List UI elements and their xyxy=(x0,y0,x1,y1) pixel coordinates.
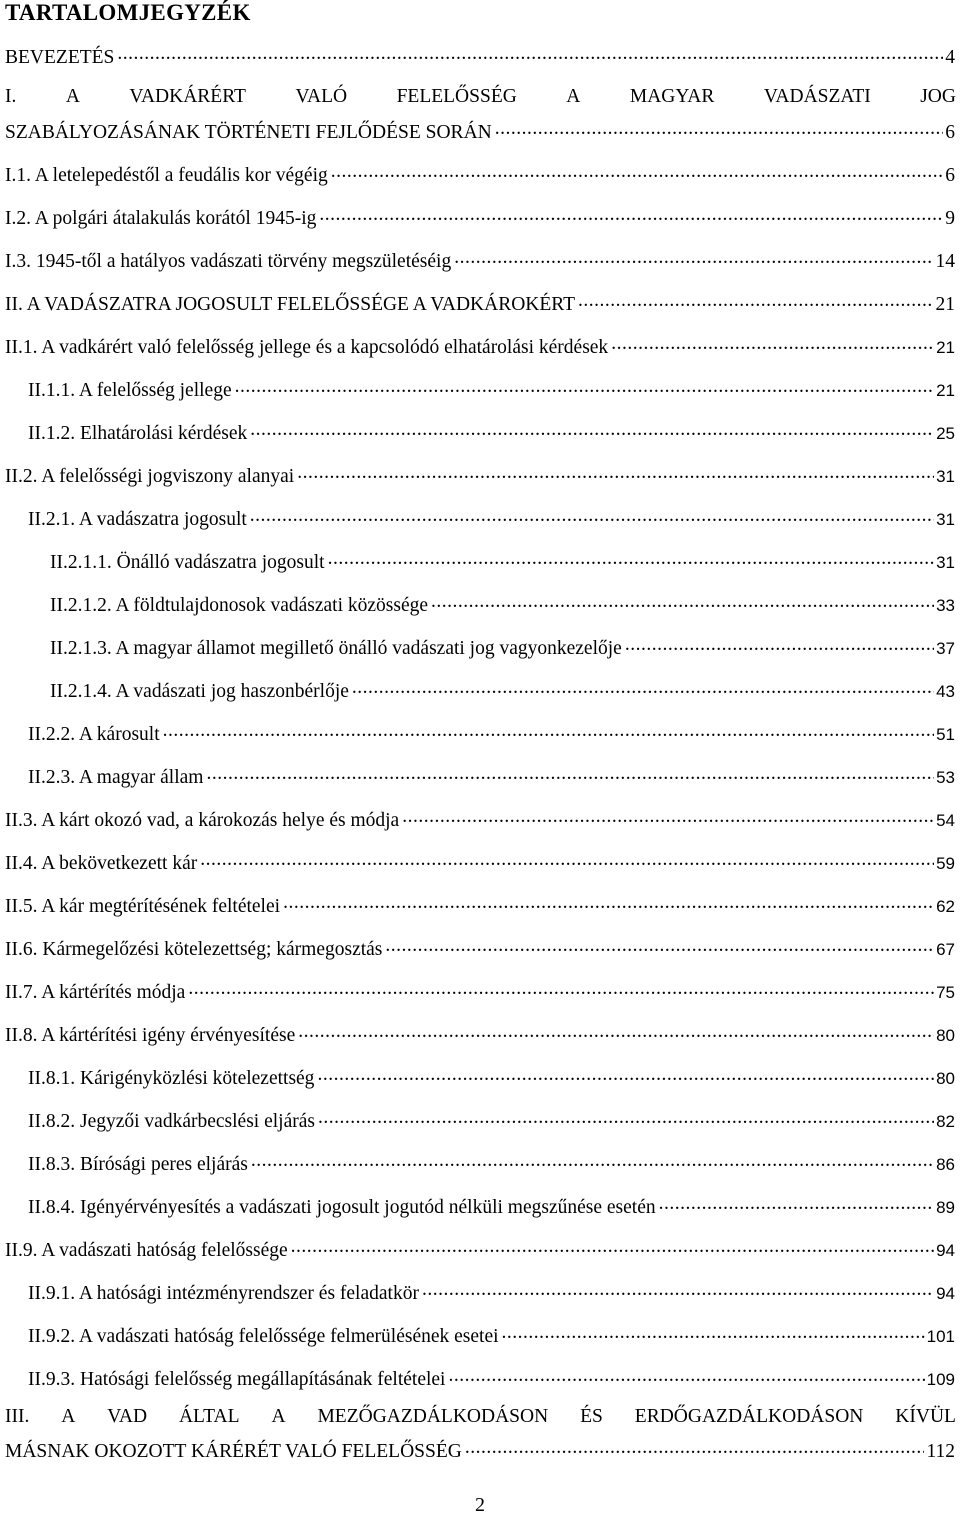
dot-leader xyxy=(163,720,934,740)
toc-entry-label: II.2.3. A magyar állam xyxy=(28,767,204,788)
toc-entry-label: II.2.2. A károsult xyxy=(28,724,160,745)
toc-entry-page: 53 xyxy=(936,768,955,787)
toc-entry-label: II.8.4. Igényérvényesítés a vadászati jogosult jogutód nélküli megszűnése esetén xyxy=(28,1197,656,1218)
toc-entry[interactable] xyxy=(5,43,955,69)
dot-leader xyxy=(611,333,934,353)
dot-leader xyxy=(318,1107,934,1127)
toc-entry-page: 94 xyxy=(936,1241,955,1260)
toc-word: A xyxy=(566,86,581,107)
dot-leader xyxy=(659,1193,934,1213)
toc-entry-page: 75 xyxy=(936,983,955,1002)
toc-entry-page: 25 xyxy=(936,424,955,443)
dot-leader xyxy=(578,290,933,310)
toc-entry[interactable] xyxy=(28,1322,955,1348)
toc-entry-label: II.7. A kártérítés módja xyxy=(5,982,186,1003)
dot-leader xyxy=(352,677,934,697)
dot-leader xyxy=(206,763,934,783)
toc-entry-page: 80 xyxy=(936,1069,955,1088)
toc-entry-page: 80 xyxy=(936,1026,955,1045)
dot-leader xyxy=(250,505,934,525)
toc-entry-label: II. A VADÁSZATRA JOGOSULT FELELŐSSÉGE A VADKÁROKÉRT xyxy=(5,294,576,315)
toc-entry[interactable] xyxy=(50,634,955,660)
toc-entry[interactable] xyxy=(28,1193,955,1219)
toc-entry[interactable] xyxy=(5,806,955,832)
toc-entry[interactable] xyxy=(28,1107,955,1133)
toc-entry-page: 14 xyxy=(935,251,955,272)
toc-word: A xyxy=(271,1406,286,1427)
dot-leader xyxy=(402,806,934,826)
toc-entry-label: II.8.1. Kárigényközlési kötelezettség xyxy=(28,1068,315,1089)
dot-leader xyxy=(454,247,933,267)
toc-entry-page: 43 xyxy=(936,682,955,701)
toc-entry[interactable] xyxy=(5,118,955,144)
toc-entry[interactable] xyxy=(5,1236,955,1262)
toc-entry-label: II.8. A kártérítési igény érvényesítése xyxy=(5,1025,296,1046)
toc-entry[interactable] xyxy=(5,204,955,230)
toc-entry-page: 112 xyxy=(926,1441,955,1462)
toc-entry-page: 82 xyxy=(936,1112,955,1131)
toc-entry[interactable] xyxy=(50,591,955,617)
toc-entry-page: 67 xyxy=(936,940,955,959)
toc-entry-label: II.2.1.4. A vadászati jog haszonbérlője xyxy=(50,681,349,702)
toc-entry-page: 4 xyxy=(945,47,955,68)
toc-entry[interactable] xyxy=(28,1279,955,1305)
toc-entry-label: II.2.1.2. A földtulajdonosok vadászati közössége xyxy=(50,595,429,616)
dot-leader xyxy=(117,43,943,63)
toc-entry-label: II.3. A kárt okozó vad, a károkozás helye és módja xyxy=(5,810,400,831)
toc-entry-page: 33 xyxy=(936,596,955,615)
toc-entry[interactable] xyxy=(50,548,955,574)
dot-leader xyxy=(502,1322,925,1342)
dot-leader xyxy=(283,892,934,912)
toc-entry-page: 6 xyxy=(945,165,955,186)
dot-leader xyxy=(297,462,934,482)
toc-word: VADKÁRÉRT xyxy=(129,86,246,107)
toc-word: ERDŐGAZDÁLKODÁSON xyxy=(634,1406,864,1427)
toc-entry-page: 94 xyxy=(936,1284,955,1303)
toc-entry-label: II.1.1. A felelősség jellege xyxy=(28,380,232,401)
toc-entry-page: 51 xyxy=(936,725,955,744)
toc-entry-line1 xyxy=(5,86,956,108)
toc-entry-label: II.6. Kármegelőzési kötelezettség; kármegosztás xyxy=(5,939,383,960)
toc-entry[interactable] xyxy=(28,505,955,531)
dot-leader xyxy=(465,1437,925,1457)
toc-entry[interactable] xyxy=(5,978,955,1004)
toc-entry-page: 101 xyxy=(926,1327,955,1346)
dot-leader xyxy=(495,118,944,138)
dot-leader xyxy=(319,204,943,224)
toc-entry-label: I.1. A letelepedéstől a feudális kor végéig xyxy=(5,165,328,186)
toc-word: ÁLTAL xyxy=(178,1406,240,1427)
toc-entry[interactable] xyxy=(5,290,955,316)
dot-leader xyxy=(298,1021,934,1041)
toc-entry[interactable] xyxy=(5,892,955,918)
toc-word: VALÓ xyxy=(295,86,348,107)
dot-leader xyxy=(200,849,934,869)
toc-entry[interactable] xyxy=(5,849,955,875)
toc-entry-label: II.9. A vadászati hatóság felelőssége xyxy=(5,1240,288,1261)
page-number: 2 xyxy=(475,1494,485,1516)
toc-entry[interactable] xyxy=(5,1437,955,1463)
toc-entry[interactable] xyxy=(28,376,955,402)
dot-leader xyxy=(251,1150,934,1170)
toc-entry-page: 86 xyxy=(936,1155,955,1174)
dot-leader xyxy=(385,935,934,955)
toc-entry-label: II.2.1. A vadászatra jogosult xyxy=(28,509,247,530)
toc-entry[interactable] xyxy=(5,1021,955,1047)
toc-entry-page: 37 xyxy=(936,639,955,658)
dot-leader xyxy=(422,1279,934,1299)
toc-entry-label: BEVEZETÉS xyxy=(5,47,115,68)
toc-entry-label: SZABÁLYOZÁSÁNAK TÖRTÉNETI FEJLŐDÉSE SORÁN xyxy=(5,122,492,143)
toc-entry-label: MÁSNAK OKOZOTT KÁRÉRÉT VALÓ FELELŐSSÉG xyxy=(5,1441,462,1462)
toc-entry-label: II.2.1.1. Önálló vadászatra jogosult xyxy=(50,552,325,573)
toc-word: I. xyxy=(5,86,17,107)
toc-entry-label: I.3. 1945-től a hatályos vadászati törvény megszületéséig xyxy=(5,251,452,272)
toc-entry-label: II.8.3. Bírósági peres eljárás xyxy=(28,1154,248,1175)
toc-entry-label: II.5. A kár megtérítésének feltételei xyxy=(5,896,281,917)
toc-entry-label: II.1. A vadkárért való felelősség jellege és a kapcsolódó elhatárolási kérdések xyxy=(5,337,609,358)
toc-entry-page: 54 xyxy=(936,811,955,830)
dot-leader xyxy=(431,591,934,611)
toc-entry[interactable] xyxy=(50,677,955,703)
toc-entry-label: II.9.2. A vadászati hatóság felelőssége felmerülésének esetei xyxy=(28,1326,499,1347)
toc-entry-label: II.9.1. A hatósági intézményrendszer és feladatkör xyxy=(28,1283,419,1304)
toc-entry-page: 21 xyxy=(935,294,955,315)
toc-entry-page: 59 xyxy=(936,854,955,873)
dot-leader xyxy=(331,161,944,181)
toc-entry[interactable] xyxy=(28,1365,955,1391)
toc-entry-label: II.2. A felelősségi jogviszony alanyai xyxy=(5,466,295,487)
toc-entry[interactable] xyxy=(28,419,955,445)
toc-entry[interactable] xyxy=(5,333,955,359)
toc-word: KÍVÜL xyxy=(895,1406,956,1427)
toc-word: JOG xyxy=(920,86,956,107)
dot-leader xyxy=(317,1064,934,1084)
dot-leader xyxy=(188,978,934,998)
toc-entry-page: 6 xyxy=(945,122,955,143)
toc-entry[interactable] xyxy=(28,763,955,789)
toc-entry-page: 31 xyxy=(936,510,955,529)
toc-word: MEZŐGAZDÁLKODÁSON xyxy=(317,1406,549,1427)
toc-entry-page: 9 xyxy=(945,208,955,229)
toc-entry-page: 21 xyxy=(936,381,955,400)
toc-entry-line1 xyxy=(5,1406,956,1428)
toc-entry-label: II.4. A bekövetkezett kár xyxy=(5,853,198,874)
toc-entry[interactable] xyxy=(5,935,955,961)
toc-word: A xyxy=(61,1406,76,1427)
toc-entry-page: 31 xyxy=(936,553,955,572)
toc-word: III. xyxy=(5,1406,30,1427)
toc-entry[interactable] xyxy=(28,1150,955,1176)
toc-title: TARTALOMJEGYZÉK xyxy=(5,0,251,25)
toc-entry-label: I.2. A polgári átalakulás korától 1945-ig xyxy=(5,208,317,229)
toc-word: FELELŐSSÉG xyxy=(396,86,517,107)
dot-leader xyxy=(250,419,934,439)
toc-entry[interactable] xyxy=(28,1064,955,1090)
dot-leader xyxy=(328,548,935,568)
toc-word: ÉS xyxy=(580,1406,603,1427)
dot-leader xyxy=(625,634,934,654)
toc-entry-page: 31 xyxy=(936,467,955,486)
toc-entry-page: 62 xyxy=(936,897,955,916)
toc-entry-label: II.9.3. Hatósági felelősség megállapításának feltételei xyxy=(28,1369,446,1390)
toc-entry[interactable] xyxy=(5,247,955,273)
toc-word: VADÁSZATI xyxy=(763,86,871,107)
toc-word: A xyxy=(65,86,80,107)
dot-leader xyxy=(448,1365,924,1385)
toc-entry[interactable] xyxy=(5,161,955,187)
toc-entry-label: II.2.1.3. A magyar államot megillető önálló vadászati jog vagyonkezelője xyxy=(50,638,622,659)
toc-entry-page: 89 xyxy=(936,1198,955,1217)
toc-entry-page: 109 xyxy=(926,1370,955,1389)
toc-word: VAD xyxy=(107,1406,148,1427)
toc-entry[interactable] xyxy=(5,462,955,488)
toc-entry[interactable] xyxy=(28,720,955,746)
toc-word: MAGYAR xyxy=(629,86,715,107)
dot-leader xyxy=(235,376,934,396)
dot-leader xyxy=(291,1236,934,1256)
toc-entry-page: 21 xyxy=(936,338,955,357)
toc-entry-label: II.1.2. Elhatárolási kérdések xyxy=(28,423,248,444)
toc-entry-label: II.8.2. Jegyzői vadkárbecslési eljárás xyxy=(28,1111,315,1132)
